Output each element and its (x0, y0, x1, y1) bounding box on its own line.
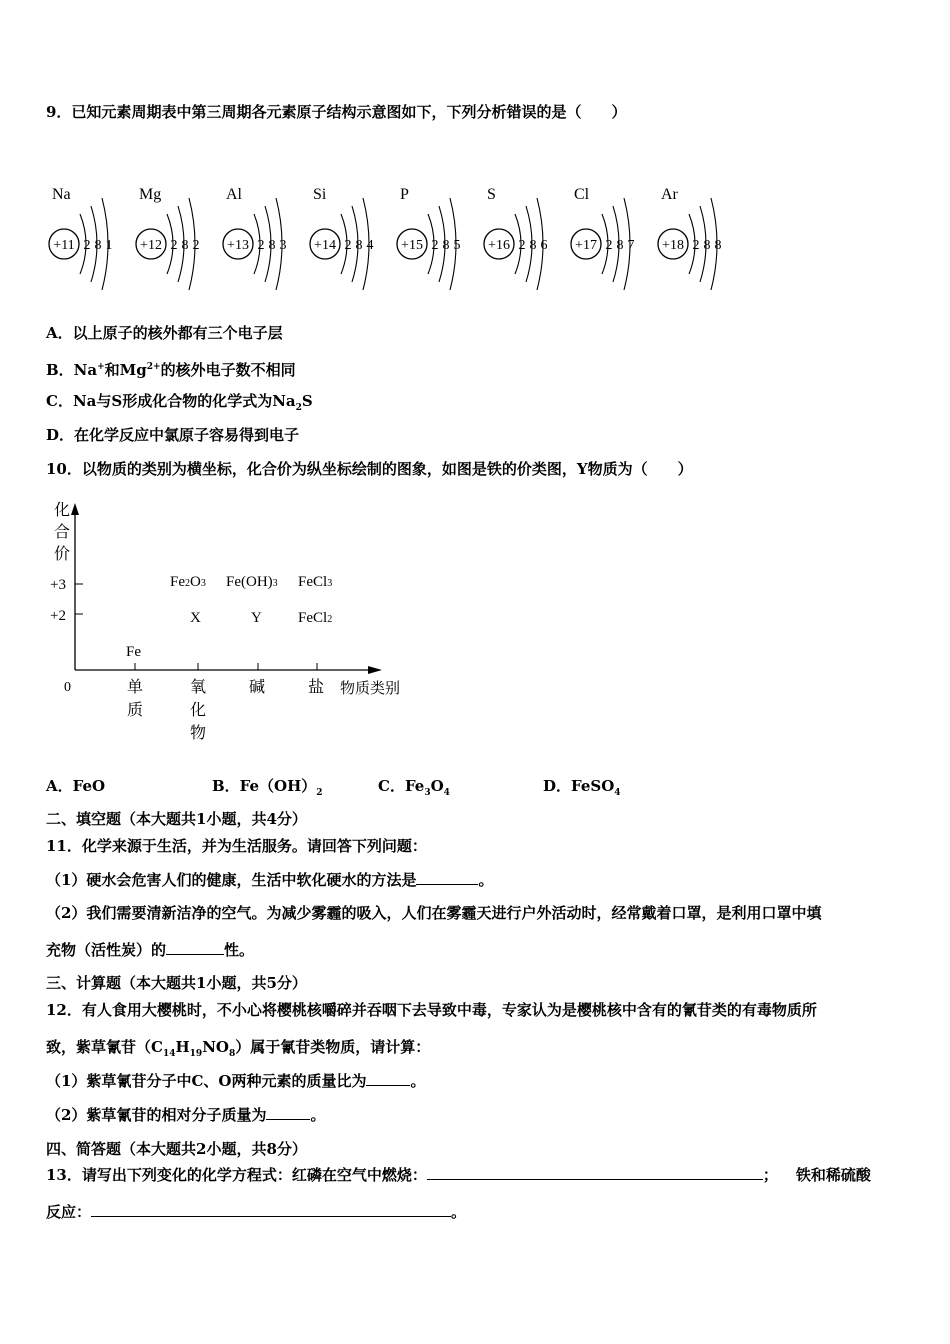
element-symbol: Cl (574, 186, 590, 203)
q12-stem-line1: 12．有人食用大樱桃时，不小心将樱桃核嚼碎并吞咽下去导致中毒，专家认为是樱桃核中含有的氰苷类的有毒物质所 (46, 1001, 817, 1019)
q11-blank-2[interactable] (166, 940, 224, 955)
q13-blank-2[interactable] (91, 1202, 451, 1217)
shell-electron-count: 4 (366, 238, 374, 253)
x-category-label: 单 (127, 677, 144, 696)
shell-electron-count: 2 (170, 238, 178, 253)
shell-electron-count: 1 (105, 238, 113, 253)
point-fecl3: FeCl3 (298, 574, 333, 590)
q12-blank-1[interactable] (366, 1071, 410, 1086)
q12-stem-line2: 致，紫草氰苷$(C_{14}H_{19}NO_8)$属于氰苷类物质，请计算： (46, 1038, 431, 1059)
q10-option-c[interactable]: C．$Fe_3O_4$ (378, 777, 450, 798)
nuclear-charge: +15 (401, 238, 423, 253)
section-heading-calculation: 三、计算题（本大题共1小题，共5分） (46, 974, 307, 992)
q9-option-a[interactable]: A．以上原子的核外都有三个电子层 (46, 324, 283, 342)
atom-diagram (571, 186, 635, 290)
atom-diagram (658, 186, 722, 290)
nuclear-charge: +16 (488, 238, 510, 253)
element-symbol: Ar (661, 186, 678, 203)
shell-electron-count: 2 (344, 238, 352, 253)
point-fecl2: FeCl2 (298, 610, 333, 626)
iron-valence-class-chart (40, 495, 440, 755)
atom-diagram (136, 186, 200, 290)
nuclear-charge: +14 (314, 238, 336, 253)
q10-option-a[interactable]: A．FeO (46, 777, 106, 795)
element-symbol: Mg (139, 186, 162, 203)
q9-stem: 9．已知元素周期表中第三周期各元素原子结构示意图如下，下列分析错误的是（ ） (46, 103, 627, 121)
element-symbol: Al (226, 186, 242, 203)
shell-electron-count: 5 (453, 238, 461, 253)
atom-diagram (397, 186, 461, 290)
shell-electron-count: 2 (431, 238, 439, 253)
point-feoh3: Fe(OH)3 (226, 574, 278, 590)
shell-electron-count: 2 (605, 238, 613, 253)
shell-electron-count: 8 (616, 238, 624, 253)
point-fe: Fe (126, 644, 141, 660)
q9-option-c[interactable]: C．Na与S形成化合物的化学式为$Na_2S$ (46, 392, 313, 413)
q10-option-b[interactable]: B．$Fe(OH)_2$ (212, 777, 323, 798)
nuclear-charge: +11 (53, 238, 75, 253)
shell-electron-count: 8 (714, 238, 722, 253)
shell-electron-count: 7 (627, 238, 635, 253)
q11-part1: （1）硬水会危害人们的健康，生活中软化硬水的方法是 。 (46, 871, 494, 889)
shell-electron-count: 8 (442, 238, 450, 253)
q13-blank-1[interactable] (427, 1165, 763, 1180)
q10-stem: 10．以物质的类别为横坐标，化合价为纵坐标绘制的图象，如图是铁的价类图，Y物质为（ ） (46, 460, 693, 478)
q13-line2: 反应： 。 (46, 1203, 467, 1221)
atomic-structure-diagrams (40, 180, 740, 290)
atom-diagram (49, 186, 113, 290)
shell-electron-count: 8 (94, 238, 102, 253)
y-axis-arrow (71, 503, 79, 515)
atom-diagram (223, 186, 287, 290)
shell-electron-count: 2 (83, 238, 91, 253)
atom-diagram (310, 186, 374, 290)
shell-electron-count: 2 (257, 238, 265, 253)
q11-part2-line1: （2）我们需要清新洁净的空气。为减少雾霾的吸入，人们在雾霾天进行户外活动时，经常戴着口罩，是利用口罩中填 (46, 904, 822, 922)
x-category-label: 物 (190, 723, 207, 742)
q11-stem: 11．化学来源于生活，并为生活服务。请回答下列问题： (46, 837, 427, 855)
element-symbol: P (400, 186, 409, 203)
shell-electron-count: 8 (268, 238, 276, 253)
x-category-label: 质 (127, 700, 144, 719)
y-tick-label: +3 (50, 577, 66, 593)
nuclear-charge: +18 (662, 238, 684, 253)
q12-part2: （2）紫草氰苷的相对分子质量为 。 (46, 1106, 326, 1124)
q9-option-d[interactable]: D．在化学反应中氯原子容易得到电子 (46, 426, 300, 444)
element-symbol: Na (52, 186, 71, 203)
nuclear-charge: +17 (575, 238, 597, 253)
shell-electron-count: 8 (703, 238, 711, 253)
element-symbol: Si (313, 186, 327, 203)
x-category-label: 化 (190, 700, 207, 719)
q12-blank-2[interactable] (266, 1105, 310, 1120)
y-tick-label: +2 (50, 608, 66, 624)
atom-diagram (484, 186, 548, 290)
point-y: Y (251, 610, 262, 626)
nuclear-charge: +12 (140, 238, 162, 253)
point-x: X (190, 610, 201, 626)
shell-electron-count: 8 (529, 238, 537, 253)
shell-electron-count: 8 (355, 238, 363, 253)
shell-electron-count: 6 (540, 238, 548, 253)
origin-label: 0 (64, 680, 71, 695)
q10-option-d[interactable]: D．FeSO$_4$ (543, 777, 621, 798)
q12-part1: （1）紫草氰苷分子中C、O两种元素的质量比为 。 (46, 1072, 426, 1090)
q9-option-b[interactable]: B．Na+和$Mg^{2+}$的核外电子数不相同 (46, 361, 296, 379)
section-heading-short-answer: 四、简答题（本大题共2小题，共8分） (46, 1140, 307, 1158)
x-axis-arrow (368, 666, 382, 674)
y-label-char: 化 (54, 500, 71, 519)
x-axis-label: 物质类别 (340, 679, 401, 697)
y-label-char: 价 (54, 544, 71, 563)
q13-line1: 13．请写出下列变化的化学方程式：红磷在空气中燃烧： ； 铁和稀硫酸 (46, 1166, 871, 1184)
x-category-label: 氧 (190, 677, 207, 696)
shell-electron-count: 2 (518, 238, 526, 253)
q11-part2-line2: 充物（活性炭）的 性。 (46, 941, 255, 959)
q11-blank-1[interactable] (416, 870, 478, 885)
section-heading-fill-in: 二、填空题（本大题共1小题，共4分） (46, 810, 307, 828)
element-symbol: S (487, 186, 496, 203)
x-category-label: 盐 (308, 677, 325, 696)
point-fe2o3: Fe2O3 (170, 574, 206, 590)
shell-electron-count: 2 (692, 238, 700, 253)
x-category-label: 碱 (249, 677, 266, 696)
shell-electron-count: 3 (279, 238, 287, 253)
nuclear-charge: +13 (227, 238, 249, 253)
shell-electron-count: 8 (181, 238, 189, 253)
shell-electron-count: 2 (192, 238, 200, 253)
y-label-char: 合 (54, 522, 71, 541)
